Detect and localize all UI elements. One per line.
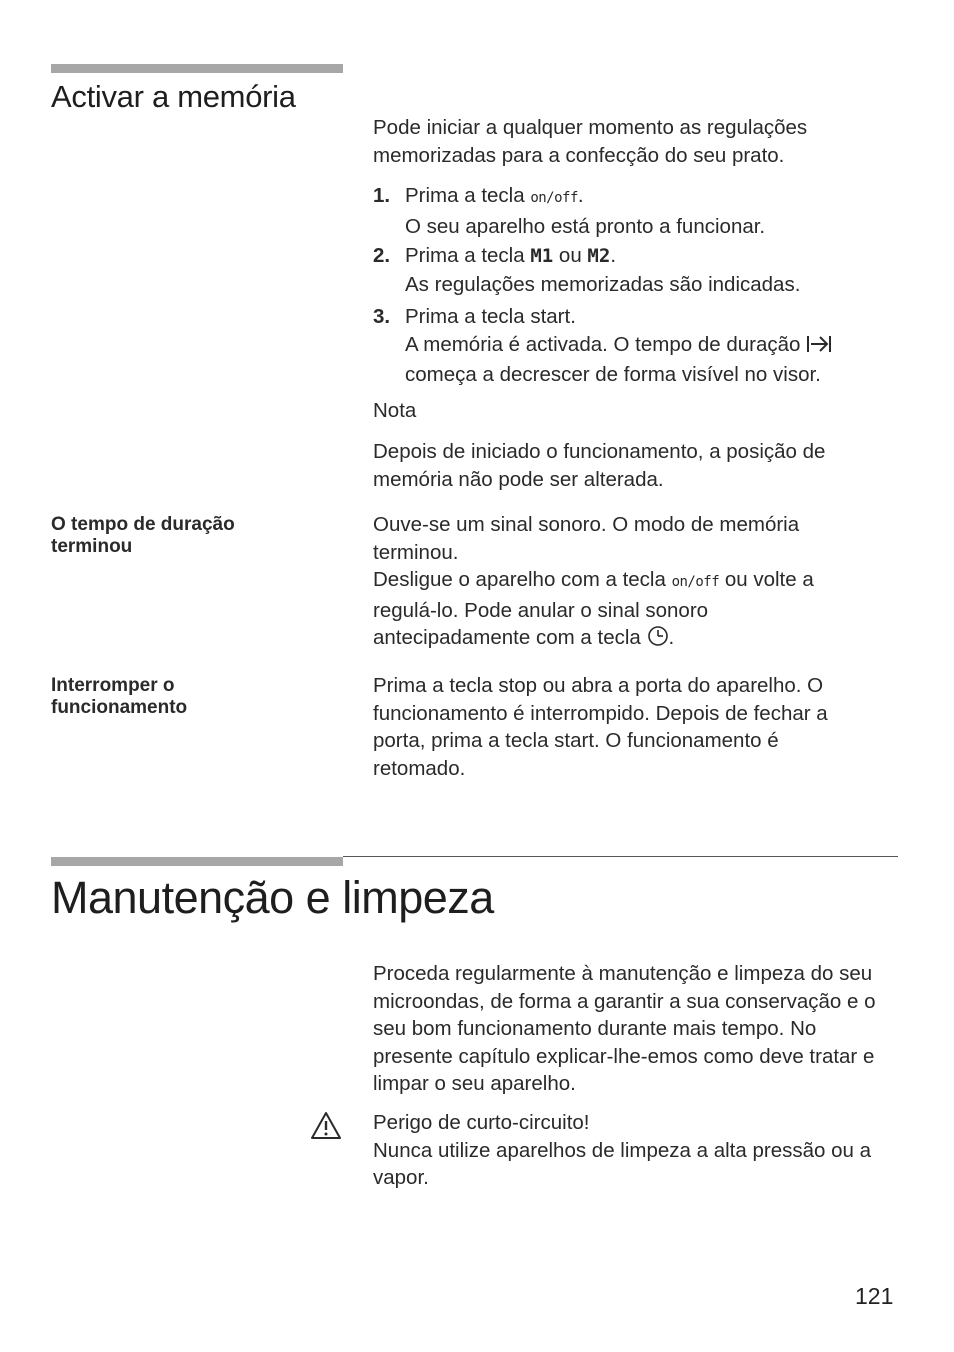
- section-bar-main: [51, 857, 343, 866]
- step-2: 2. Prima a tecla M1 ou M2. As regulações memorizadas são indicadas.: [373, 244, 801, 296]
- ended-text: Ouve-se um sinal sonoro. O modo de memória terminou. Desligue o aparelho com a tecla on/off ou volte a regulá-lo. Pode anular o sinal sonoro antecipadamente com a tecla .: [373, 511, 853, 655]
- section-title-manutencao: Manutenção e limpeza: [51, 872, 494, 923]
- timer-arrow-icon: [806, 334, 832, 362]
- note-title: Nota: [373, 399, 417, 422]
- m1-key-label: M1: [530, 245, 554, 267]
- interrupt-text: Prima a tecla stop ou abra a porta do aparelho. O funcionamento é interrompido. Depois de fechar a porta, prima a tecla start. O funcionamento é retomado.: [373, 674, 828, 780]
- section-rule: [343, 856, 898, 857]
- warning-title: Perigo de curto-circuito!: [373, 1111, 590, 1134]
- step-1: 1. Prima a tecla on/off. O seu aparelho está pronto a funcionar.: [373, 184, 766, 238]
- note-text: Depois de iniciado o funcionamento, a posição de memória não pode ser alterada.: [373, 440, 826, 491]
- step-number: 3.: [373, 305, 391, 328]
- onoff-key-label: on/off: [530, 190, 578, 206]
- step-3: 3. Prima a tecla start. A memória é activada. O tempo de duração começa a decrescer de forma visível no visor.: [373, 303, 903, 389]
- onoff-key-label: on/off: [671, 574, 720, 590]
- interrupt-label: Interromper o funcionamento: [51, 675, 188, 718]
- warning-triangle-icon: [310, 1111, 342, 1145]
- intro-paragraph: Pode iniciar a qualquer momento as regulações memorizadas para a confecção do seu prato.: [373, 116, 808, 167]
- clock-icon: [647, 625, 669, 655]
- maintenance-intro: Proceda regularmente à manutenção e limpeza do seu microondas, de forma a garantir a sua conservação e o seu bom funcionamento durante mais tempo. No presente capítulo explicar-lhe-emos como deve tratar e limpar o seu aparelho.: [373, 962, 876, 1095]
- step-number: 2.: [373, 244, 391, 267]
- section-bar-top: [51, 64, 343, 73]
- warning-body: Nunca utilize aparelhos de limpeza a alta pressão ou a vapor.: [373, 1138, 871, 1189]
- section-title-activar: Activar a memória: [51, 79, 296, 114]
- warning-text: [373, 1109, 893, 1192]
- ended-label: O tempo de duração terminou: [51, 514, 235, 557]
- m2-key-label: M2: [587, 245, 611, 267]
- step-number: 1.: [373, 184, 391, 207]
- page-number: 121: [855, 1283, 894, 1309]
